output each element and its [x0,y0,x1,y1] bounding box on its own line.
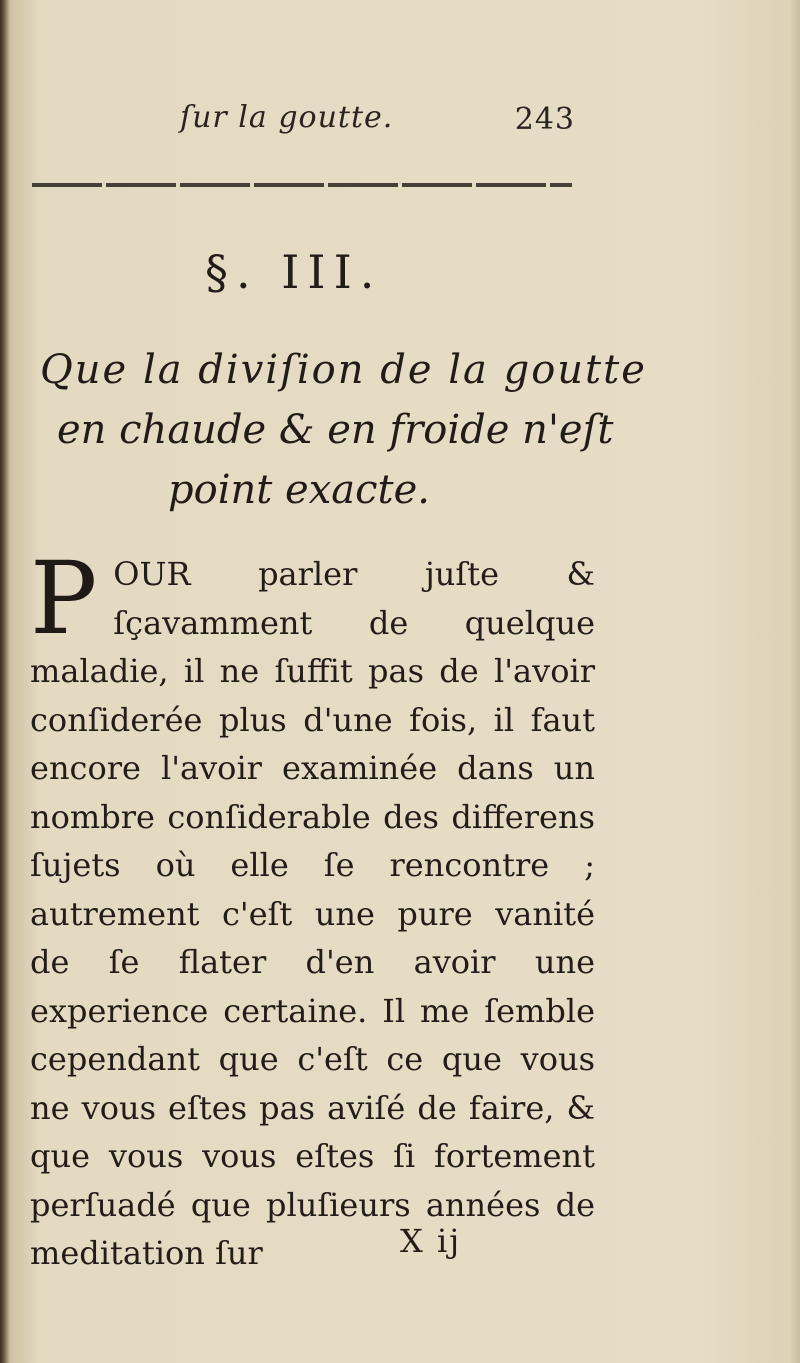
running-head: ſur la goutte. [180,100,394,135]
drop-cap: P [30,540,98,657]
signature-mark: X ij [400,1222,462,1260]
body-text [30,540,595,1278]
title-line: en chaude & en froide n'eſt [57,407,614,453]
page-header [175,100,575,150]
paragraph: OUR parler juſte & ſçavamment de quelque maladie, il ne ſuffit pas de l'avoir conſiderée plus d'une fois, il faut encore l'avoir examinée dans un nombre conſiderable des differens ſujets où elle ſe rencontre ; autrement c'eſt une pure vanité de ſe flater d'en avoir une experience certaine. Il me ſemble cependant que c'eſt ce que vous ne vous eſtes pas aviſé de faire, & que vous vous eſtes ſi fortement perſuadé que pluſieurs années de meditation ſur [30,555,595,1272]
title-line: Que la diviſion de la goutte [40,347,647,393]
section-heading: §. III. [205,245,383,299]
header-rule [32,183,572,187]
page-number: 243 [514,102,575,137]
title-line: point exacte. [168,467,430,513]
section-title [40,340,647,520]
